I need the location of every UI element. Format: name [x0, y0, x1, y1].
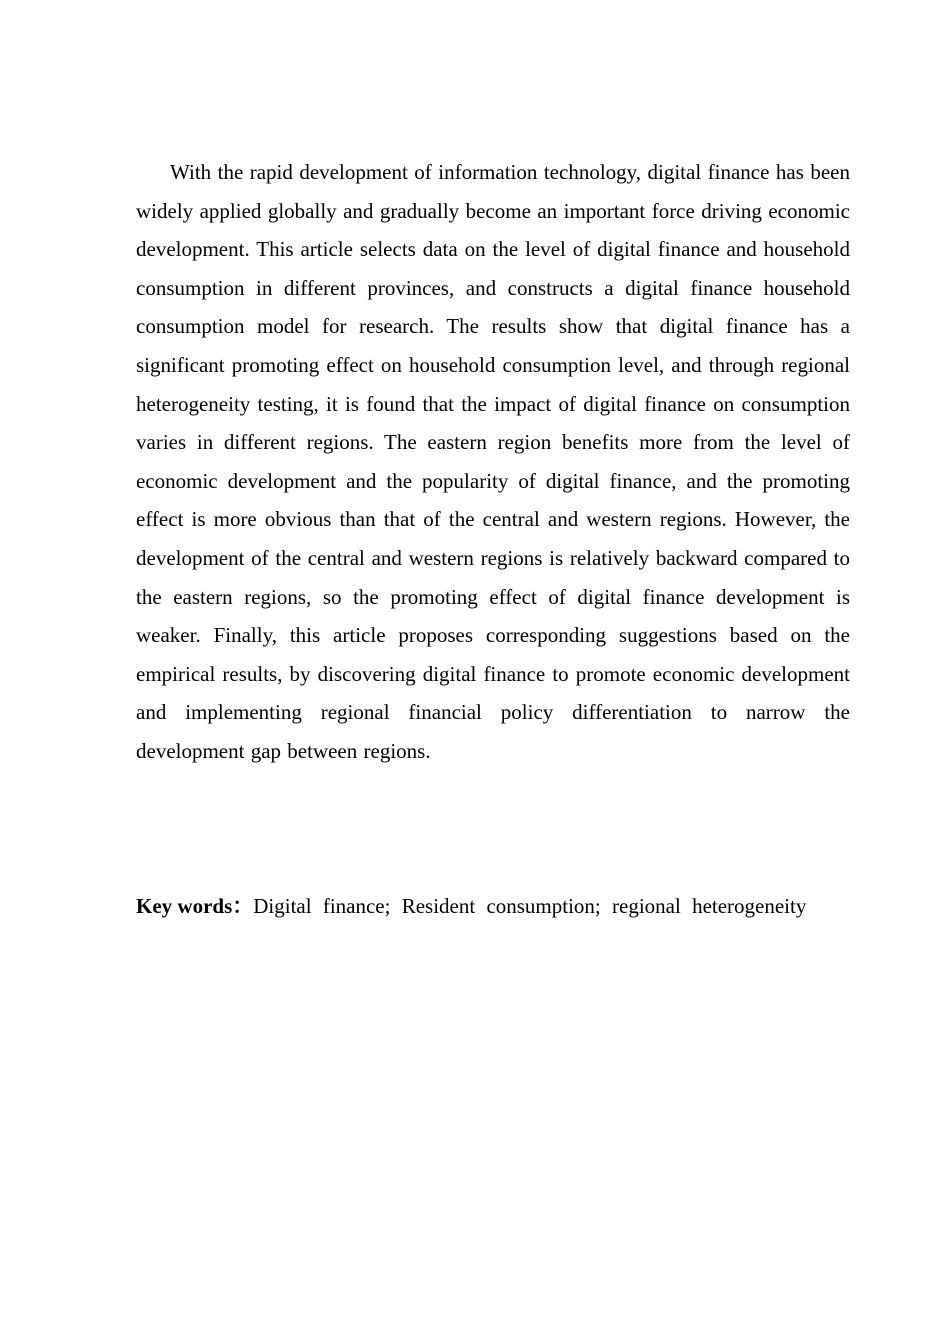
keywords-label: Key words： [136, 894, 254, 918]
keywords-line [136, 887, 896, 926]
abstract-paragraph: With the rapid development of information technology, digital finance has been widely applied globally and gradually become an important force driving economic development. This article selects data on the level of digital finance and household consumption in different provinces, and constructs a digital finance household consumption model for research. The results show that digital finance has a significant promoting effect on household consumption level, and through regional heterogeneity testing, it is found that the impact of digital finance on consumption varies in different regions. The eastern region benefits more from the level of economic development and the popularity of digital finance, and the promoting effect is more obvious than that of the central and western regions. However, the development of the central and western regions is relatively backward compared to the eastern regions, so the promoting effect of digital finance development is weaker. Finally, this article proposes corresponding suggestions based on the empirical results, by discovering digital finance to promote economic development and implementing regional financial policy differentiation to narrow the development gap between regions. [136, 160, 850, 763]
keywords-value: Digital finance; Resident consumption; regional heterogeneity [253, 894, 807, 918]
